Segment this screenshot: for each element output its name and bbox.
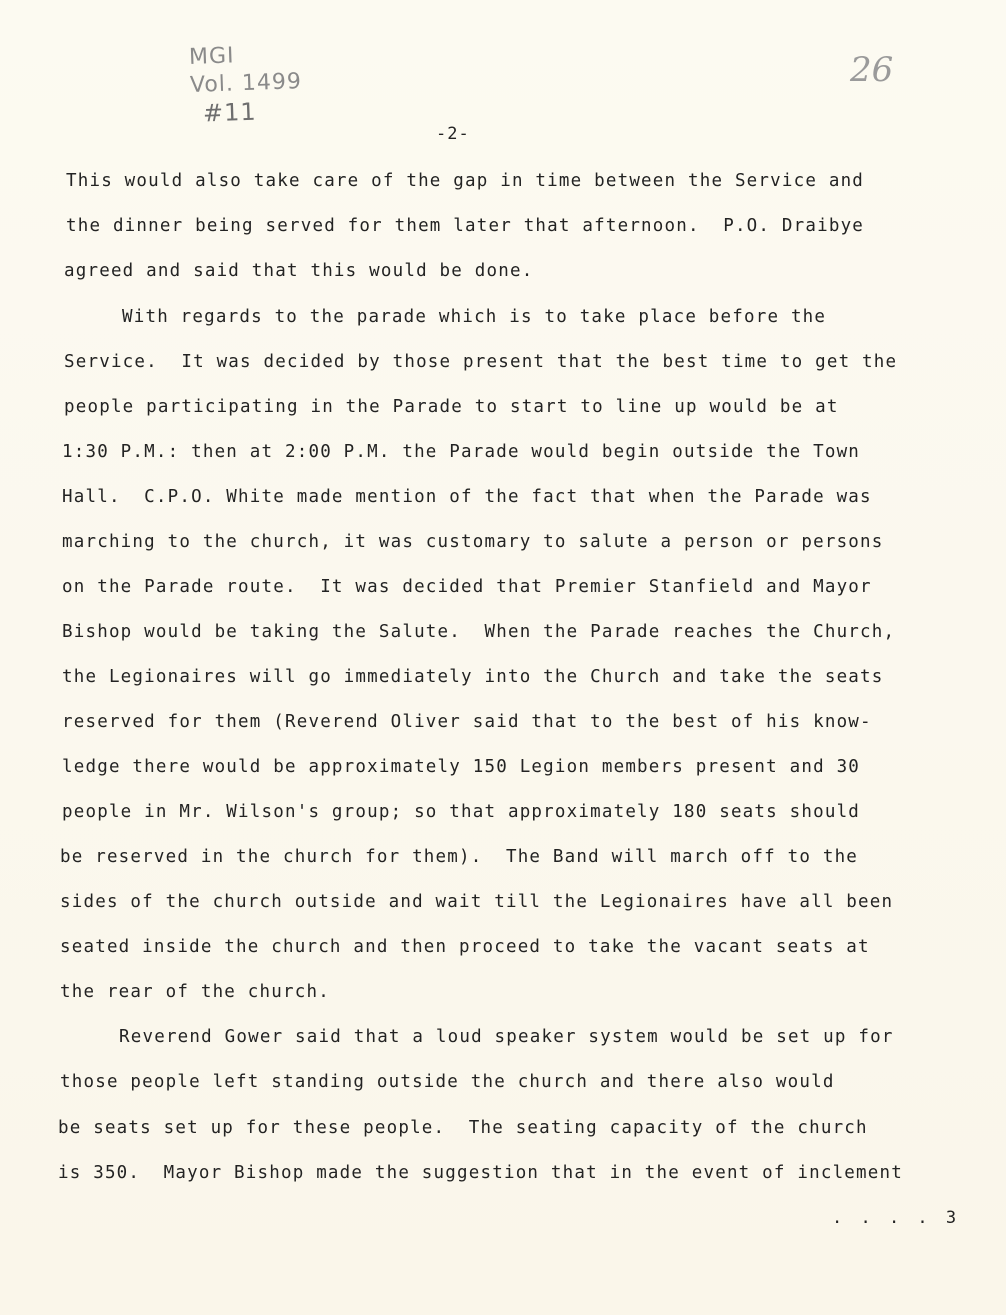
text-line: 1:30 P.M.: then at 2:00 P.M. the Parade would begin outside the Town (62, 442, 861, 462)
text-line: people in Mr. Wilson's group; so that approximately 180 seats should (62, 802, 861, 822)
text-line: Reverend Gower said that a loud speaker system would be set up for (119, 1027, 894, 1047)
text-line: Service. It was decided by those present that the best time to get the (64, 352, 898, 372)
continuation-marker: . . . . 3 (832, 1208, 961, 1228)
text-line: agreed and said that this would be done. (64, 261, 534, 281)
handwritten-page-count: 26 (850, 50, 894, 90)
text-line: be seats set up for these people. The seating capacity of the church (58, 1118, 868, 1138)
archive-note-line: MGI (188, 43, 235, 70)
text-line: the Legionaires will go immediately into the Church and take the seats (62, 667, 884, 687)
text-line: the rear of the church. (60, 982, 330, 1002)
page-number: -2- (436, 124, 470, 144)
text-line: This would also take care of the gap in time between the Service and (66, 171, 865, 191)
text-line: people participating in the Parade to start to line up would be at (64, 397, 839, 417)
text-line: on the Parade route. It was decided that Premier Stanfield and Mayor (62, 577, 872, 597)
archive-note-line: Vol. 1499 (189, 69, 303, 98)
text-line: the dinner being served for them later that afternoon. P.O. Draibye (66, 216, 865, 236)
text-line: reserved for them (Reverend Oliver said that to the best of his know- (62, 712, 872, 732)
text-line: is 350. Mayor Bishop made the suggestion that in the event of inclement (58, 1163, 903, 1183)
text-line: seated inside the church and then proceed to take the vacant seats at (60, 937, 870, 957)
text-line: those people left standing outside the church and there also would (60, 1072, 835, 1092)
text-line: sides of the church outside and wait till the Legionaires have all been (60, 892, 894, 912)
text-line: be reserved in the church for them). The Band will march off to the (60, 847, 859, 867)
text-line: With regards to the parade which is to take place before the (122, 307, 827, 327)
text-line: Bishop would be taking the Salute. When the Parade reaches the Church, (62, 622, 896, 642)
text-line: ledge there would be approximately 150 Legion members present and 30 (62, 757, 861, 777)
archive-note-line: #11 (202, 97, 258, 128)
archive-handwritten-note (189, 40, 304, 128)
text-line: Hall. C.P.O. White made mention of the fact that when the Parade was (62, 487, 872, 507)
text-line: marching to the church, it was customary to salute a person or persons (62, 532, 884, 552)
